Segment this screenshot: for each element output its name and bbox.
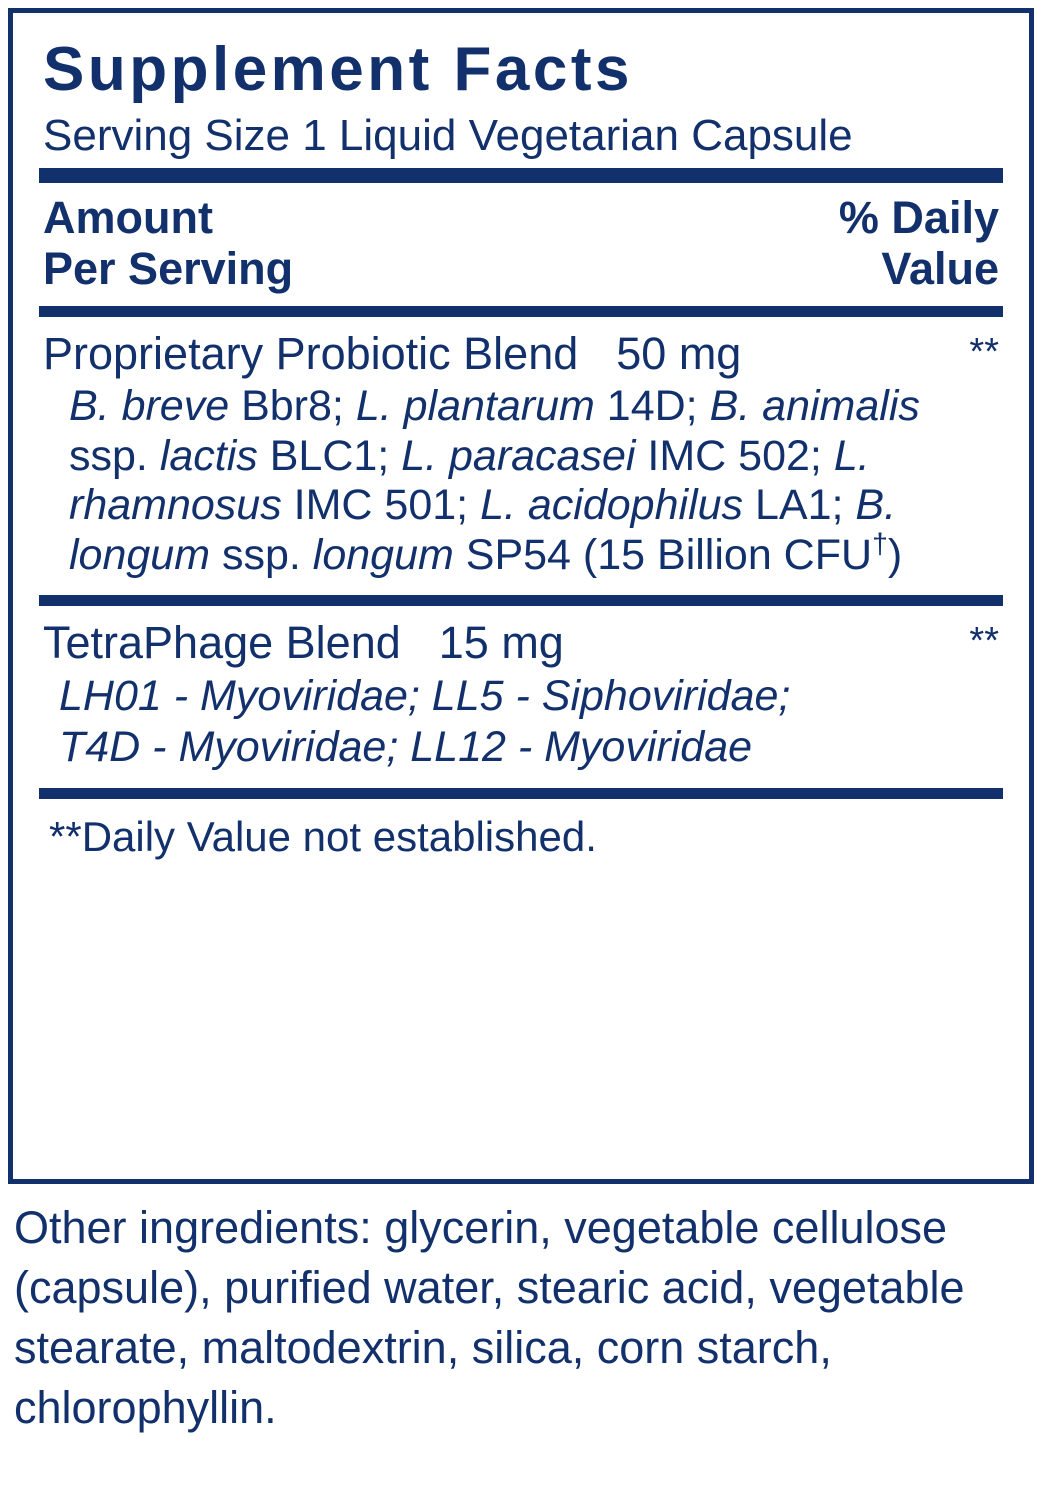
divider-between-rows <box>39 595 1003 606</box>
nutrient-row-probiotic-blend <box>39 317 1003 595</box>
dv-header-line1: % Daily <box>838 192 999 244</box>
tetraphage-detail-line2: T4D - Myoviridae; LL12 - Myoviridae <box>59 723 753 772</box>
amount-header-line1: Amount <box>43 192 213 244</box>
dv-header-line2: Value <box>881 242 999 294</box>
column-headers <box>39 183 1003 306</box>
tetraphage-detail-line1: LH01 - Myoviridae; LL5 - Siphoviridae; <box>59 671 791 720</box>
tetraphage-blend-daily-value: ** <box>969 620 999 663</box>
probiotic-blend-daily-value: ** <box>969 331 999 374</box>
amount-header-line2: Per Serving <box>43 242 294 294</box>
tetraphage-blend-name: TetraPhage Blend <box>43 617 401 669</box>
divider-below-headers <box>39 306 1003 317</box>
nutrient-row-tetraphage-blend <box>39 606 1003 788</box>
facts-panel <box>8 8 1034 1184</box>
probiotic-blend-strains: B. breve Bbr8; L. plantarum 14D; B. animalis ssp. lactis BLC1; L. paracasei IMC 502; L. rhamnosus IMC 501; L. acidophilus LA1; B. longum ssp. longum SP54 (15 Billion CFU†) <box>69 381 920 580</box>
daily-value-header <box>839 193 999 294</box>
divider-above-footnote <box>39 788 1003 799</box>
tetraphage-blend-detail <box>59 671 999 774</box>
tetraphage-blend-amount: 15 mg <box>438 617 564 669</box>
probiotic-blend-name: Proprietary Probiotic Blend <box>43 328 579 380</box>
page-title: Supplement Facts <box>43 35 633 104</box>
probiotic-blend-amount: 50 mg <box>616 328 742 380</box>
amount-per-serving-header <box>43 193 293 294</box>
daily-value-footnote: **Daily Value not established. <box>49 812 597 860</box>
divider-thick-top <box>39 168 1003 183</box>
other-ingredients-text: Other ingredients: glycerin, vegetable cellulose (capsule), purified water, stearic acid, vegetable stearate, maltodextrin, silica, corn starch, chlorophyllin. <box>14 1202 965 1433</box>
serving-size-text: Serving Size 1 Liquid Vegetarian Capsule <box>43 111 853 161</box>
